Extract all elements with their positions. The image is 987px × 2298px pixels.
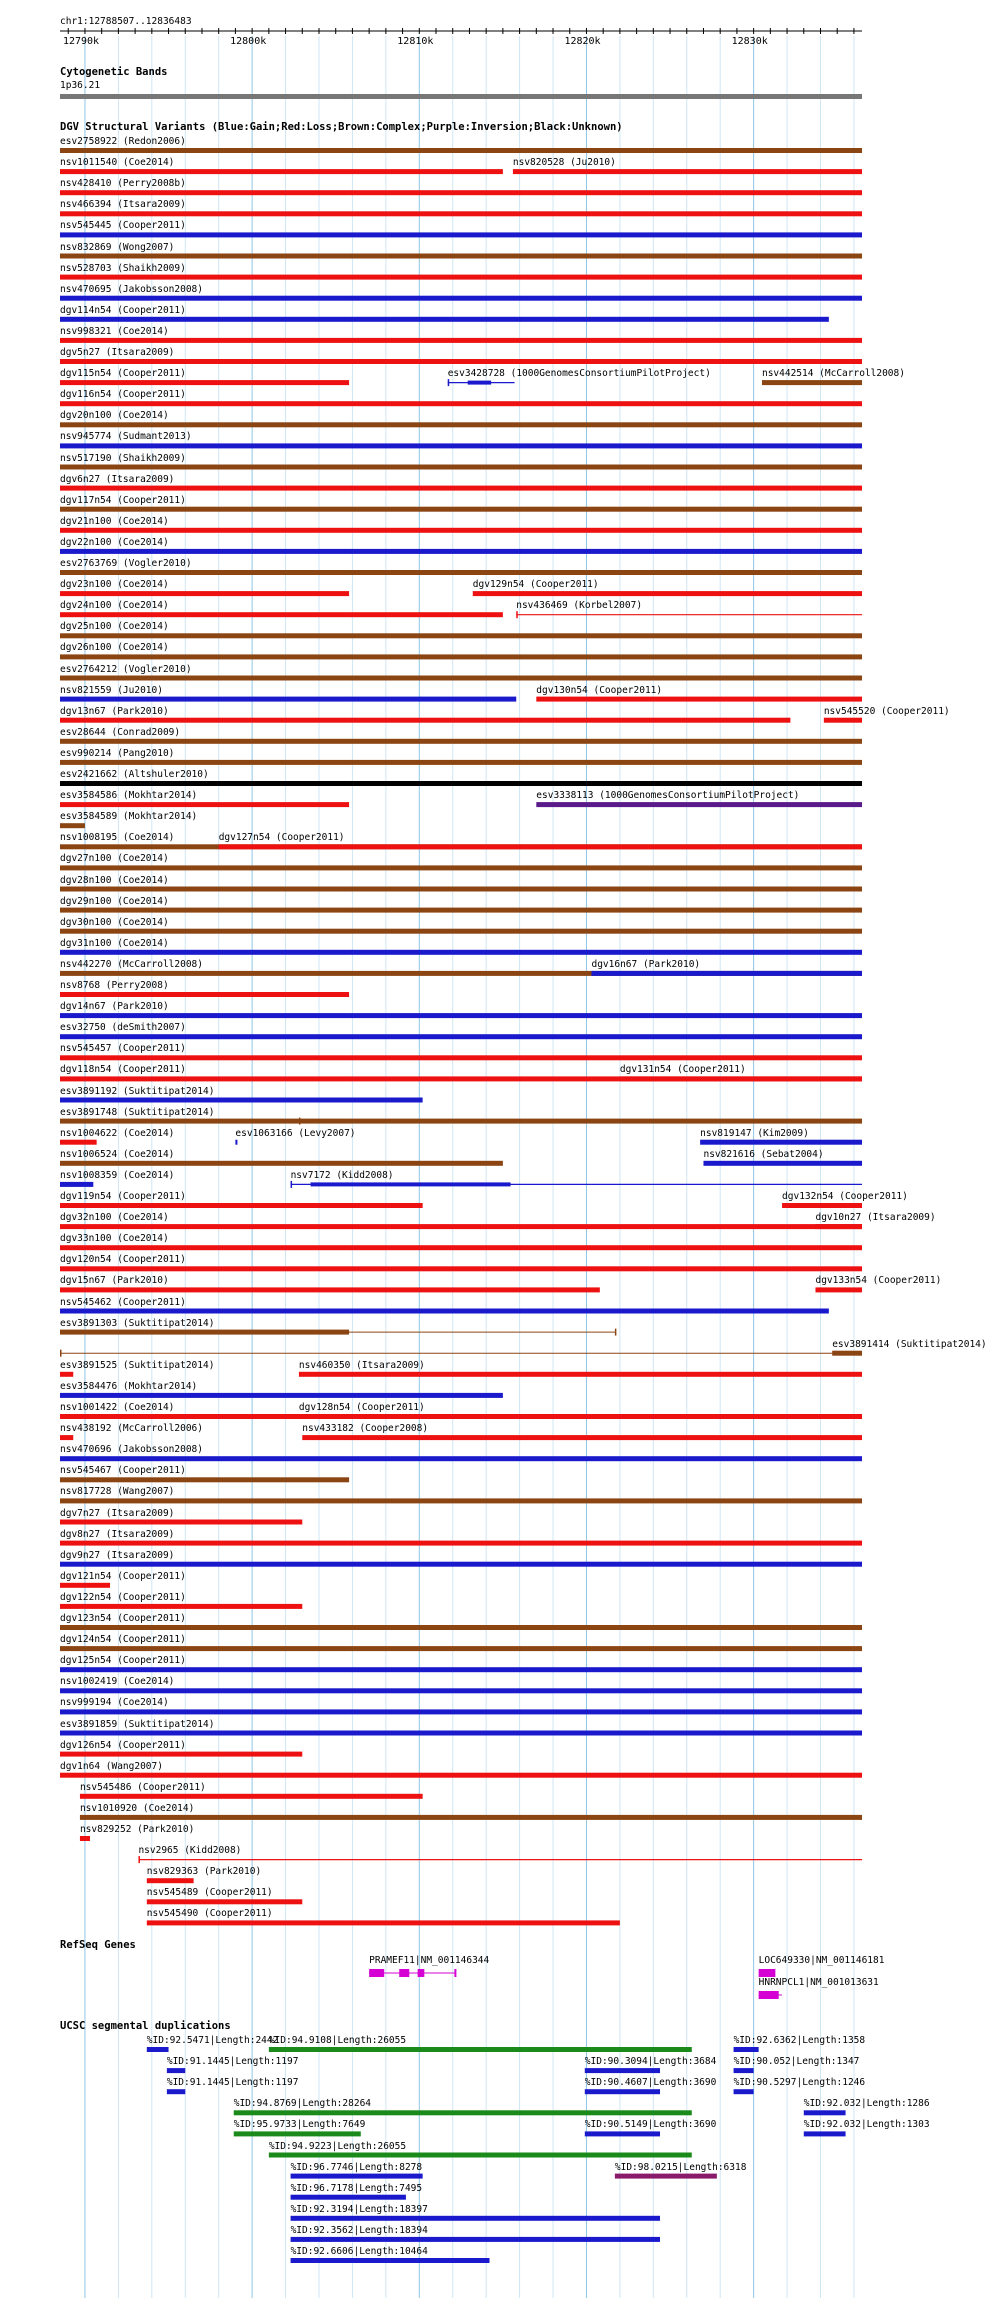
feature-variant[interactable]	[80, 1794, 423, 1799]
variant-label: dgv118n54 (Cooper2011)	[60, 1064, 186, 1076]
variant-label: dgv129n54 (Cooper2011)	[472, 579, 599, 591]
variant-label: dgv130n54 (Cooper2011)	[536, 684, 663, 696]
cytoband-label: 1p36.21	[60, 80, 101, 91]
variant-label: dgv131n54 (Cooper2011)	[619, 1064, 746, 1076]
feature-segdup[interactable]	[291, 2216, 660, 2221]
variant-label: esv3338113 (1000GenomesConsortiumPilotProject)	[536, 790, 800, 802]
feature-segdup[interactable]	[291, 2258, 490, 2263]
variant-label: dgv7n27 (Itsara2009)	[60, 1507, 175, 1519]
feature-segdup[interactable]	[234, 2110, 692, 2115]
variant-label: nsv998321 (Coe2014)	[60, 325, 169, 337]
feature-variant[interactable]	[782, 1203, 862, 1208]
variant-label: dgv21n100 (Coe2014)	[60, 515, 169, 527]
feature-gene-exon[interactable]	[759, 1969, 776, 1977]
feature-variant[interactable]	[60, 211, 862, 216]
ruler-tick-label: 12810k	[397, 36, 434, 47]
feature-variant[interactable]	[60, 317, 829, 322]
variant-label: dgv5n27 (Itsara2009)	[60, 347, 175, 358]
variant-label: dgv24n100 (Coe2014)	[60, 600, 169, 612]
variant-label: esv3891303 (Suktitipat2014)	[60, 1317, 215, 1329]
feature-segdup[interactable]	[167, 2068, 185, 2073]
locus-label: chr1:12788507..12836483	[60, 16, 192, 27]
variant-label: nsv829252 (Park2010)	[79, 1824, 195, 1835]
feature-variant[interactable]	[60, 275, 862, 280]
feature-block[interactable]	[468, 381, 491, 385]
variant-label: nsv821559 (Ju2010)	[60, 684, 163, 696]
variant-label: dgv126n54 (Cooper2011)	[60, 1739, 186, 1751]
feature-variant[interactable]	[60, 823, 85, 828]
variant-label: dgv114n54 (Cooper2011)	[60, 304, 186, 316]
variant-label: dgv20n100 (Coe2014)	[60, 410, 169, 422]
gene-label: HNRNPCL1|NM_001013631	[758, 1977, 879, 1988]
feature-block[interactable]	[311, 1182, 511, 1186]
feature-variant[interactable]	[60, 1562, 862, 1567]
variant-label: esv3891525 (Suktitipat2014)	[60, 1359, 215, 1371]
variant-label: esv990214 (Pang2010)	[60, 747, 175, 759]
feature-gene-exon[interactable]	[454, 1969, 456, 1977]
feature-variant[interactable]	[60, 760, 862, 765]
variant-label: dgv125n54 (Cooper2011)	[60, 1655, 186, 1667]
feature-variant[interactable]	[60, 507, 862, 512]
variant-label: dgv13n67 (Park2010)	[60, 705, 169, 717]
segdup-label: %ID:98.0215|Length:6318	[614, 2161, 747, 2173]
variant-label: nsv817728 (Wang2007)	[60, 1486, 175, 1498]
feature-variant[interactable]	[60, 1731, 862, 1736]
feature-variant[interactable]	[60, 1182, 93, 1187]
segdup-label: %ID:90.5297|Length:1246	[733, 2077, 866, 2089]
feature-variant[interactable]	[60, 1055, 862, 1060]
variant-label: dgv122n54 (Cooper2011)	[60, 1591, 186, 1603]
variant-label: dgv33n100 (Coe2014)	[60, 1233, 169, 1245]
variant-label: dgv9n27 (Itsara2009)	[60, 1549, 175, 1561]
feature-variant[interactable]	[60, 697, 516, 702]
segdup-label: %ID:94.9223|Length:26055	[268, 2140, 407, 2152]
feature-variant[interactable]	[513, 169, 862, 174]
feature-variant[interactable]	[60, 1119, 862, 1124]
feature-variant[interactable]	[60, 1498, 862, 1503]
feature-variant[interactable]	[832, 1351, 862, 1356]
feature-segdup[interactable]	[734, 2068, 754, 2073]
feature-segdup[interactable]	[291, 2174, 423, 2179]
feature-variant[interactable]	[60, 1161, 503, 1166]
segdup-label: %ID:92.3194|Length:18397	[290, 2203, 428, 2215]
feature-variant[interactable]	[60, 1013, 862, 1018]
variant-label: dgv27n100 (Coe2014)	[60, 853, 169, 865]
variant-label: nsv436469 (Korbel2007)	[516, 600, 643, 612]
variant-label: esv32750 (deSmith2007)	[60, 1022, 186, 1034]
feature-segdup[interactable]	[734, 2047, 759, 2052]
feature-variant[interactable]	[60, 612, 503, 617]
ruler-tick-label: 12800k	[230, 36, 267, 47]
variant-label: nsv8768 (Perry2008)	[60, 980, 169, 991]
ruler-tick-label: 12830k	[731, 36, 768, 47]
variant-label: dgv29n100 (Coe2014)	[60, 895, 169, 907]
segdup-label: %ID:90.5149|Length:3690	[584, 2119, 717, 2131]
variant-label: esv3584476 (Mokhtar2014)	[60, 1380, 198, 1392]
feature-variant[interactable]	[473, 591, 862, 596]
feature-segdup[interactable]	[615, 2174, 717, 2179]
feature-variant[interactable]	[147, 1899, 302, 1904]
variant-label: nsv1008359 (Coe2014)	[60, 1169, 175, 1181]
variant-label: esv28644 (Conrad2009)	[60, 726, 181, 738]
feature-variant[interactable]	[60, 1224, 862, 1229]
feature-variant[interactable]	[536, 802, 862, 807]
feature-variant[interactable]	[815, 1287, 862, 1292]
feature-variant[interactable]	[60, 1393, 503, 1398]
feature-variant[interactable]	[60, 654, 862, 659]
variant-label: nsv829363 (Park2010)	[146, 1866, 262, 1878]
feature-variant[interactable]	[60, 1667, 862, 1672]
segdup-label: %ID:92.032|Length:1286	[803, 2098, 930, 2110]
feature-variant[interactable]	[762, 380, 862, 385]
variant-label: nsv545486 (Cooper2011)	[79, 1781, 206, 1793]
segdup-label: %ID:96.7178|Length:7495	[290, 2182, 423, 2194]
feature-variant[interactable]	[302, 1435, 862, 1440]
feature-variant[interactable]	[815, 1224, 862, 1229]
variant-label: nsv545489 (Cooper2011)	[146, 1887, 273, 1899]
variant-label: nsv1008195 (Coe2014)	[60, 832, 175, 844]
variant-label: dgv132n54 (Cooper2011)	[782, 1191, 908, 1202]
segdup-label: %ID:91.1445|Length:1197	[166, 2056, 299, 2068]
variant-label: dgv14n67 (Park2010)	[60, 1001, 169, 1013]
feature-variant[interactable]	[60, 148, 862, 153]
segdup-label: %ID:94.8769|Length:28264	[233, 2098, 372, 2110]
cytoband-track-title: Cytogenetic Bands	[60, 66, 168, 78]
variant-label: nsv517190 (Shaikh2009)	[60, 452, 186, 464]
feature-variant[interactable]	[60, 1604, 302, 1609]
dgv-track-title: DGV Structural Variants (Blue:Gain;Red:Loss;Brown:Complex;Purple:Inversion;Black:Unknown)	[60, 121, 623, 133]
feature-tick[interactable]	[516, 611, 518, 618]
variant-label: dgv116n54 (Cooper2011)	[60, 389, 186, 401]
feature-gene-exon[interactable]	[369, 1969, 384, 1977]
variant-label: nsv1002419 (Coe2014)	[60, 1676, 175, 1688]
variant-label: nsv545490 (Cooper2011)	[146, 1908, 273, 1920]
feature-segdup[interactable]	[804, 2131, 846, 2136]
feature-segdup[interactable]	[804, 2110, 846, 2115]
feature-variant[interactable]	[700, 1140, 862, 1145]
variant-label: nsv1011540 (Coe2014)	[60, 157, 175, 169]
variant-label: dgv23n100 (Coe2014)	[60, 579, 169, 591]
variant-label: dgv1n64 (Wang2007)	[60, 1760, 163, 1772]
segdup-track-title: UCSC segmental duplications	[60, 2020, 231, 2032]
feature-variant[interactable]	[147, 1920, 620, 1925]
variant-label: nsv545520 (Cooper2011)	[823, 705, 950, 717]
feature-variant[interactable]	[60, 781, 862, 786]
variant-label: dgv15n67 (Park2010)	[60, 1275, 169, 1287]
segdup-label: %ID:90.4607|Length:3690	[584, 2077, 717, 2089]
variant-label: esv2421662 (Altshuler2010)	[60, 769, 209, 780]
feature-variant[interactable]	[60, 739, 862, 744]
feature-segdup[interactable]	[291, 2237, 660, 2242]
segdup-label: %ID:90.052|Length:1347	[733, 2056, 860, 2068]
variant-label: nsv999194 (Coe2014)	[60, 1697, 169, 1709]
variant-label: esv3891748 (Suktitipat2014)	[60, 1106, 215, 1118]
variant-label: dgv119n54 (Cooper2011)	[60, 1191, 186, 1202]
feature-variant[interactable]	[219, 844, 862, 849]
variant-label: dgv124n54 (Cooper2011)	[60, 1634, 186, 1646]
segdup-label: %ID:94.9108|Length:26055	[268, 2035, 407, 2046]
feature-variant[interactable]	[60, 232, 862, 237]
variant-label: nsv460350 (Itsara2009)	[298, 1359, 425, 1371]
variant-label: esv3584586 (Mokhtar2014)	[60, 790, 198, 802]
feature-variant[interactable]	[60, 1625, 862, 1630]
segdup-label: %ID:92.032|Length:1303	[803, 2119, 930, 2131]
ruler-tick-label: 12820k	[564, 36, 601, 47]
feature-tick[interactable]	[60, 1350, 62, 1357]
feature-variant[interactable]	[60, 1287, 600, 1292]
variant-label: dgv26n100 (Coe2014)	[60, 642, 169, 654]
feature-variant[interactable]	[60, 296, 862, 301]
feature-variant[interactable]	[60, 190, 862, 195]
variant-label: dgv117n54 (Cooper2011)	[60, 494, 186, 506]
variant-label: nsv442514 (McCarroll2008)	[761, 368, 905, 380]
feature-variant[interactable]	[147, 1878, 194, 1883]
feature-variant[interactable]	[60, 718, 790, 723]
feature-variant[interactable]	[60, 1709, 862, 1714]
feature-variant[interactable]	[60, 1203, 423, 1208]
variant-label: nsv428410 (Perry2008b)	[60, 178, 186, 190]
feature-variant[interactable]	[60, 1520, 302, 1525]
feature-segdup[interactable]	[585, 2131, 660, 2136]
feature-segdup[interactable]	[269, 2153, 692, 2158]
feature-variant[interactable]	[60, 676, 862, 681]
variant-label: nsv821616 (Sebat2004)	[703, 1148, 824, 1160]
feature-variant[interactable]	[620, 1076, 862, 1081]
segdup-label: %ID:90.3094|Length:3684	[584, 2056, 717, 2068]
feature-segdup[interactable]	[167, 2089, 185, 2094]
variant-label: nsv433182 (Cooper2008)	[302, 1423, 429, 1435]
variant-label: esv1063166 (Levy2007)	[235, 1127, 356, 1139]
feature-variant[interactable]	[60, 443, 862, 448]
feature-segdup[interactable]	[734, 2089, 754, 2094]
feature-variant[interactable]	[60, 1435, 73, 1440]
variant-label: nsv1010920 (Coe2014)	[79, 1802, 195, 1814]
variant-label: nsv945774 (Sudmant2013)	[60, 431, 192, 443]
feature-segdup[interactable]	[147, 2047, 169, 2052]
feature-segdup[interactable]	[585, 2068, 660, 2073]
feature-variant[interactable]	[60, 422, 862, 427]
variant-label: nsv470696 (Jakobsson2008)	[60, 1444, 203, 1456]
feature-gene-exon[interactable]	[418, 1969, 425, 1977]
variant-label: esv2758922 (Redon2006)	[60, 136, 186, 147]
feature-variant[interactable]	[299, 1372, 862, 1377]
feature-variant[interactable]	[60, 950, 862, 955]
feature-variant[interactable]	[60, 380, 349, 385]
feature-variant[interactable]	[60, 169, 503, 174]
feature-variant[interactable]	[60, 1752, 302, 1757]
variant-label: dgv16n67 (Park2010)	[591, 958, 701, 970]
feature-variant[interactable]	[60, 591, 349, 596]
variant-label: nsv438192 (McCarroll2006)	[60, 1423, 203, 1435]
variant-label: nsv2965 (Kidd2008)	[138, 1845, 242, 1857]
variant-label: dgv31n100 (Coe2014)	[60, 937, 169, 949]
feature-variant[interactable]	[60, 1266, 862, 1271]
feature-variant[interactable]	[60, 865, 862, 870]
feature-variant[interactable]	[80, 1815, 862, 1820]
feature-variant[interactable]	[60, 486, 862, 491]
variant-label: esv3428728 (1000GenomesConsortiumPilotProject)	[447, 368, 711, 380]
feature-variant[interactable]	[60, 1646, 862, 1651]
feature-variant[interactable]	[60, 992, 349, 997]
feature-variant[interactable]	[60, 1098, 423, 1103]
variant-label: dgv128n54 (Cooper2011)	[298, 1402, 425, 1413]
segdup-label: %ID:91.1445|Length:1197	[166, 2077, 299, 2089]
feature-variant[interactable]	[60, 1541, 862, 1546]
variant-label: esv3891192 (Suktitipat2014)	[60, 1085, 215, 1097]
feature-variant[interactable]	[60, 1477, 349, 1482]
segdup-label: %ID:95.9733|Length:7649	[233, 2119, 366, 2131]
feature-variant[interactable]	[60, 359, 862, 364]
feature-variant[interactable]	[60, 1034, 862, 1039]
variant-label: dgv123n54 (Cooper2011)	[60, 1613, 186, 1624]
feature-segdup[interactable]	[234, 2131, 361, 2136]
feature-tick[interactable]	[291, 1181, 293, 1188]
variant-label: dgv127n54 (Cooper2011)	[218, 832, 345, 844]
variant-label: nsv470695 (Jakobsson2008)	[60, 283, 203, 295]
variant-label: dgv28n100 (Coe2014)	[60, 874, 169, 886]
variant-label: nsv442270 (McCarroll2008)	[60, 958, 203, 970]
feature-segdup[interactable]	[585, 2089, 660, 2094]
feature-gene-exon[interactable]	[399, 1969, 409, 1977]
variant-label: nsv466394 (Itsara2009)	[60, 199, 186, 211]
feature-variant[interactable]	[60, 1330, 349, 1335]
feature-variant[interactable]	[703, 1161, 862, 1166]
feature-tick[interactable]	[448, 379, 450, 386]
variant-label: esv3584589 (Mokhtar2014)	[60, 811, 198, 823]
segdup-label: %ID:92.5471|Length:2442	[146, 2035, 279, 2046]
variant-label: dgv32n100 (Coe2014)	[60, 1212, 169, 1224]
feature-variant[interactable]	[60, 802, 349, 807]
feature-variant[interactable]	[60, 338, 862, 343]
variant-label: nsv832869 (Wong2007)	[60, 241, 175, 253]
segdup-label: %ID:96.7746|Length:8278	[290, 2161, 423, 2173]
variant-label: esv2763769 (Vogler2010)	[60, 558, 192, 569]
feature-variant[interactable]	[60, 1773, 862, 1778]
variant-label: esv3891414 (Suktitipat2014)	[832, 1338, 987, 1350]
feature-variant[interactable]	[60, 1245, 862, 1250]
feature-variant[interactable]	[60, 570, 862, 575]
feature-variant[interactable]	[60, 401, 862, 406]
variant-label: dgv121n54 (Cooper2011)	[60, 1570, 186, 1582]
variant-label: dgv133n54 (Cooper2011)	[815, 1275, 942, 1287]
variant-label: nsv528703 (Shaikh2009)	[60, 262, 186, 274]
variant-label: dgv10n27 (Itsara2009)	[815, 1212, 936, 1224]
feature-tick[interactable]	[615, 1329, 617, 1336]
gene-label: PRAMEF11|NM_001146344	[369, 1955, 490, 1966]
refseq-track-title: RefSeq Genes	[60, 1939, 136, 1951]
variant-label: dgv8n27 (Itsara2009)	[60, 1528, 175, 1540]
feature-variant[interactable]	[235, 1140, 237, 1145]
segdup-label: %ID:92.6362|Length:1358	[733, 2035, 866, 2046]
variant-label: nsv545462 (Cooper2011)	[60, 1296, 186, 1308]
feature-variant[interactable]	[60, 1309, 829, 1314]
variant-label: nsv545457 (Cooper2011)	[60, 1043, 186, 1055]
feature-variant[interactable]	[60, 465, 862, 470]
feature-variant[interactable]	[60, 528, 862, 533]
variant-label: nsv1006524 (Coe2014)	[60, 1148, 175, 1160]
feature-variant[interactable]	[60, 549, 862, 554]
feature-variant[interactable]	[60, 1456, 862, 1461]
variant-label: nsv7172 (Kidd2008)	[290, 1169, 394, 1181]
variant-label: nsv1001422 (Coe2014)	[60, 1402, 175, 1413]
variant-label: nsv819147 (Kim2009)	[700, 1127, 809, 1139]
feature-variant[interactable]	[60, 887, 862, 892]
feature-variant[interactable]	[60, 1140, 97, 1145]
variant-label: dgv6n27 (Itsara2009)	[60, 473, 175, 485]
feature-variant[interactable]	[824, 718, 862, 723]
feature-variant[interactable]	[60, 1372, 73, 1377]
segdup-label: %ID:92.3562|Length:18394	[290, 2224, 428, 2236]
variant-label: nsv820528 (Ju2010)	[512, 157, 616, 169]
variant-label: nsv1004622 (Coe2014)	[60, 1127, 175, 1139]
variant-label: dgv115n54 (Cooper2011)	[60, 368, 186, 380]
segdup-label: %ID:92.6606|Length:10464	[290, 2246, 428, 2257]
feature-tick[interactable]	[138, 1856, 140, 1863]
ruler-tick-label: 12790k	[62, 36, 100, 47]
gene-label: LOC649330|NM_001146181	[758, 1955, 885, 1966]
variant-label: esv2764212 (Vogler2010)	[60, 663, 192, 675]
feature-variant[interactable]	[80, 1836, 90, 1841]
variant-label: dgv22n100 (Coe2014)	[60, 536, 169, 548]
feature-segdup[interactable]	[269, 2047, 692, 2052]
feature-variant[interactable]	[60, 1583, 110, 1588]
feature-variant[interactable]	[299, 1414, 862, 1419]
variant-label: nsv545467 (Cooper2011)	[60, 1465, 186, 1477]
feature-variant[interactable]	[536, 697, 862, 702]
feature-gene-exon[interactable]	[759, 1991, 779, 1999]
variant-label: dgv120n54 (Cooper2011)	[60, 1254, 186, 1266]
feature-segdup[interactable]	[291, 2195, 406, 2200]
feature-variant[interactable]	[60, 633, 862, 638]
variant-label: esv3891859 (Suktitipat2014)	[60, 1718, 215, 1730]
variant-label: dgv30n100 (Coe2014)	[60, 916, 169, 928]
feature-variant[interactable]	[60, 254, 862, 259]
feature-variant[interactable]	[60, 908, 862, 913]
feature-variant[interactable]	[60, 1688, 862, 1693]
variant-label: nsv545445 (Cooper2011)	[60, 220, 186, 232]
feature-variant[interactable]	[591, 971, 862, 976]
variant-label: dgv25n100 (Coe2014)	[60, 621, 169, 633]
feature-variant[interactable]	[60, 929, 862, 934]
